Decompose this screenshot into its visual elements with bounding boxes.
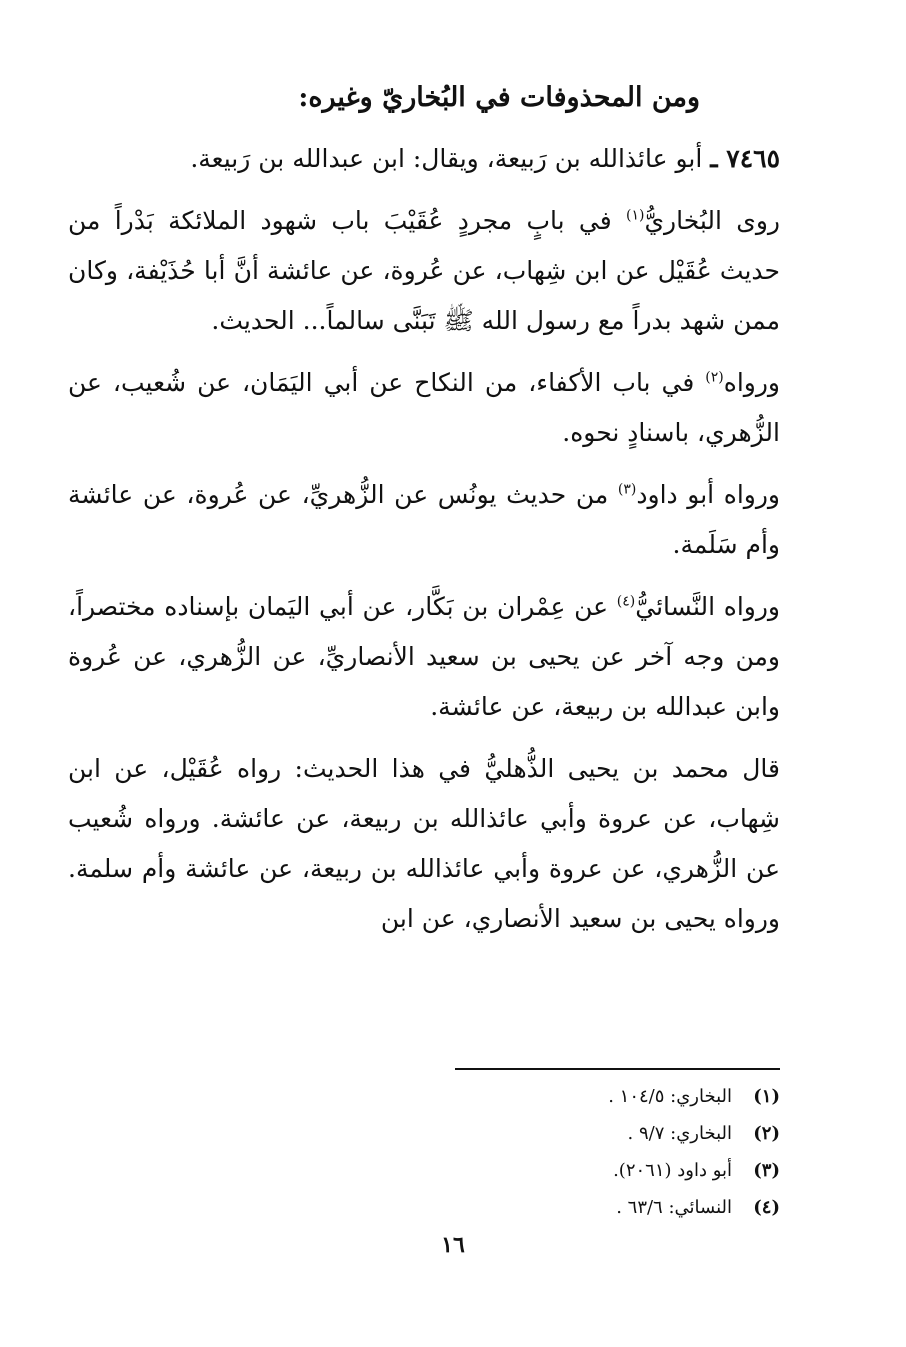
paragraph-2: [68, 358, 780, 458]
footnote-text: أبو داود (٢٠٦١).: [613, 1160, 732, 1181]
paragraph-text: في بابٍ مجردٍ عُقَيْبَ باب شهود الملائكة بَدْراً من حديث عُقَيْل عن ابن شِهاب، عن عُروة، عن عائشة أنَّ أبا حُذَيْفة، وكان ممن شهد بدراً مع رسول الله ﷺ تَبَنَّى سالماً... الحديث.: [68, 206, 780, 335]
footnotes: [420, 1078, 780, 1226]
paragraph-3: [68, 470, 780, 570]
footnote-text: البخاري: ٩/٧ .: [627, 1123, 732, 1144]
section-title: ومن المحذوفات في البُخاريّ وغيره:: [298, 82, 700, 113]
footnote-number: (٤): [753, 1197, 780, 1218]
paragraph-text: قال محمد بن يحيى الذُّهليُّ في هذا الحديث: رواه عُقَيْل، عن ابن شِهاب، عن عروة وأبي عائذالله بن ربيعة، عن عائشة. ورواه شُعيب عن الزُّهري، عن عروة وأبي عائذالله بن ربيعة، عن عائشة وأم سلمة. ورواه يحيى بن سعيد الأنصاري، عن ابن: [68, 754, 780, 933]
entry-number: ٧٤٦٥ ـ: [710, 144, 780, 173]
footnote-item: [420, 1078, 780, 1115]
footnote-text: البخاري: ١٠٤/٥ .: [608, 1086, 732, 1107]
footnote-ref[interactable]: (٣): [617, 481, 637, 498]
footnote-number: (٣): [753, 1160, 780, 1181]
footnote-divider: [455, 1068, 780, 1070]
paragraph-lead: ورواه النَّسائيُّ: [635, 592, 780, 621]
footnote-item: [420, 1189, 780, 1226]
footnote-item: [420, 1115, 780, 1152]
footnote-number: (١): [753, 1086, 780, 1107]
footnote-ref[interactable]: (١): [626, 207, 645, 224]
page-number: ١٦: [441, 1232, 465, 1258]
paragraph-text: من حديث يونُس عن الزُّهريِّ، عن عُروة، عن عائشة وأم سَلَمة.: [68, 480, 780, 559]
entry-paragraph: [68, 134, 780, 184]
footnote-ref[interactable]: (٤): [616, 593, 636, 610]
paragraph-lead: روى البُخاريُّ: [644, 206, 780, 235]
paragraph-text: في باب الأكفاء، من النكاح عن أبي اليَمَان، عن شُعيب، عن الزُّهري، باسنادٍ نحوه.: [68, 368, 780, 447]
page-body: [68, 70, 780, 956]
paragraph-5: [68, 744, 780, 944]
footnote-ref[interactable]: (٢): [705, 369, 724, 386]
footnote-text: النسائي: ٦٣/٦ .: [616, 1197, 732, 1218]
footnote-item: [420, 1152, 780, 1189]
paragraph-lead: ورواه: [723, 368, 780, 397]
paragraph-4: [68, 582, 780, 732]
paragraph-lead: ورواه أبو داود: [636, 480, 780, 509]
footnote-number: (٢): [753, 1123, 780, 1144]
paragraph-text: عن عِمْران بن بَكَّار، عن أبي اليَمان بإسناده مختصراً، ومن وجه آخر عن يحيى بن سعيد الأنصاريِّ، عن الزُّهري، عن عُروة وابن عبدالله بن ربيعة، عن عائشة.: [68, 592, 780, 721]
entry-text: أبو عائذالله بن رَبيعة، ويقال: ابن عبدالله بن رَبيعة.: [190, 144, 703, 173]
paragraph-1: [68, 196, 780, 346]
